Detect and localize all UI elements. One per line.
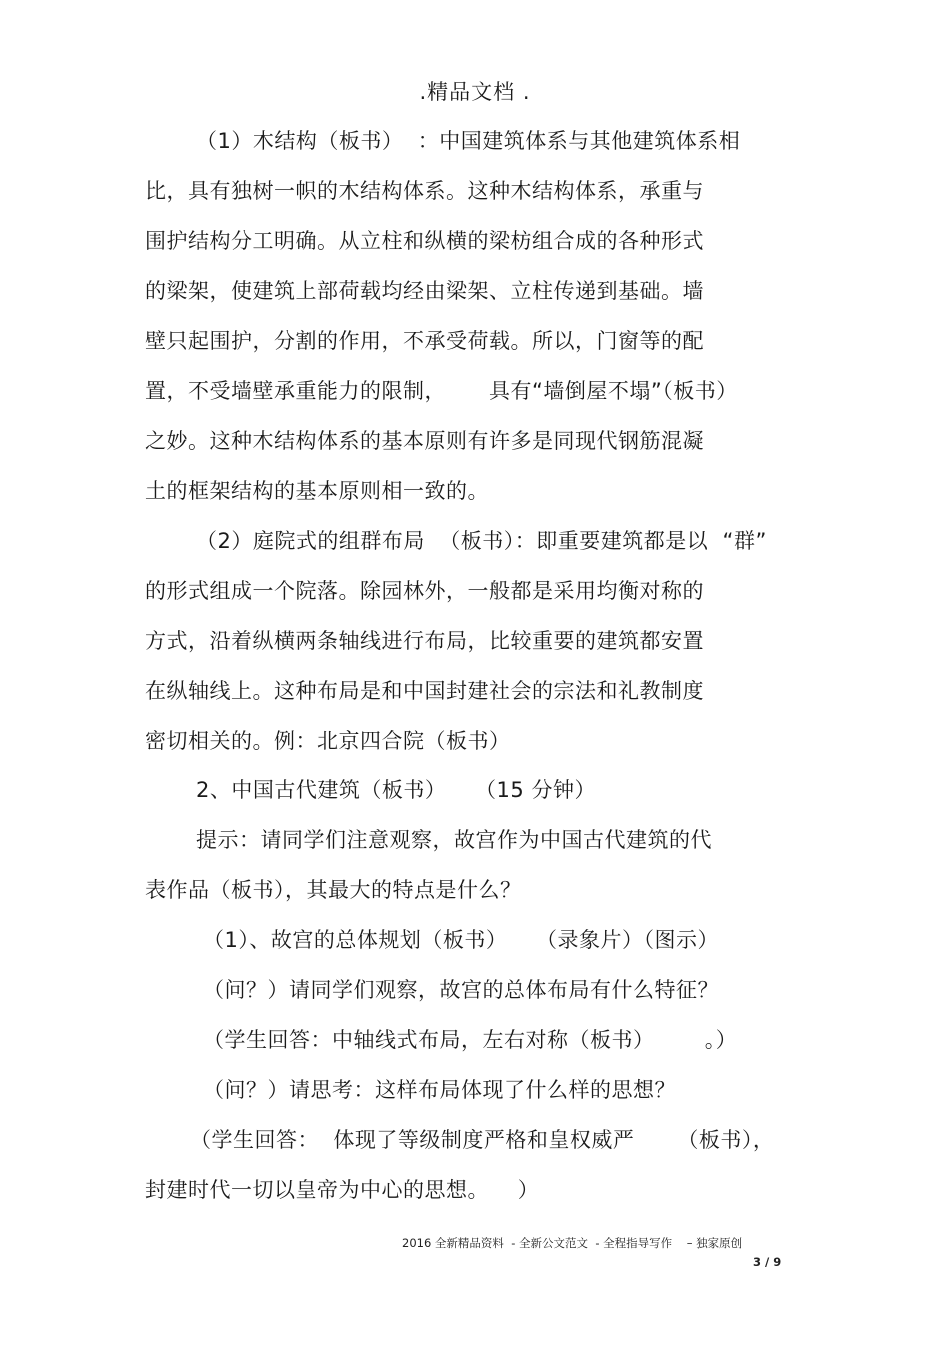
- body-line: 土的框架结构的基本原则相一致的。: [145, 479, 489, 503]
- body-line: 的梁架，使建筑上部荷载均经由梁架、立柱传递到基础。墙: [145, 279, 704, 303]
- body-line: （问？）请同学们观察，故宫的总体布局有什么特征？: [203, 978, 719, 1002]
- body-line: 置，不受墙壁承重能力的限制， 具有“墙倒屋不塌”（板书）: [145, 379, 738, 403]
- body-line: 比，具有独树一帜的木结构体系。这种木结构体系，承重与: [145, 179, 704, 203]
- body-line: （1）木结构（板书） ：中国建筑体系与其他建筑体系相: [196, 129, 741, 153]
- body-line: 在纵轴线上。这种布局是和中国封建社会的宗法和礼教制度: [145, 679, 704, 703]
- body-line: （学生回答： 体现了等级制度严格和皇权威严 （板书），: [190, 1128, 775, 1152]
- body-line: 密切相关的。例：北京四合院（板书）: [145, 729, 511, 753]
- page-footer: 2016 全新精品资料 - 全新公文范文 - 全程指导写作 – 独家原创: [402, 1236, 743, 1250]
- body-line: 2、中国古代建筑（板书） （15 分钟）: [196, 778, 596, 802]
- page-header: .精品文档 .: [419, 80, 531, 104]
- body-line: 提示：请同学们注意观察，故宫作为中国古代建筑的代: [196, 828, 712, 852]
- body-line: 之妙。这种木结构体系的基本原则有许多是同现代钢筋混凝: [145, 429, 704, 453]
- body-line: 的形式组成一个院落。除园林外，一般都是采用均衡对称的: [145, 579, 704, 603]
- body-line: 封建时代一切以皇帝为中心的思想。 ）: [145, 1178, 540, 1202]
- body-line: （2）庭院式的组群布局 （板书）：即重要建筑都是以 “群”: [196, 529, 767, 553]
- body-line: （1）、故宫的总体规划（板书） （录象片）（图示）: [203, 928, 720, 952]
- body-line: 围护结构分工明确。从立柱和纵横的梁枋组合成的各种形式: [145, 229, 704, 253]
- body-line: 方式，沿着纵横两条轴线进行布局，比较重要的建筑都安置: [145, 629, 704, 653]
- body-line: （学生回答：中轴线式布局，左右对称（板书） 。）: [203, 1028, 738, 1052]
- page-number: 3 / 9: [753, 1255, 782, 1269]
- body-line: 表作品（板书），其最大的特点是什么？: [145, 878, 522, 902]
- body-line: （问？）请思考：这样布局体现了什么样的思想？: [203, 1078, 676, 1102]
- body-line: 壁只起围护，分割的作用，不承受荷载。所以，门窗等的配: [145, 329, 704, 353]
